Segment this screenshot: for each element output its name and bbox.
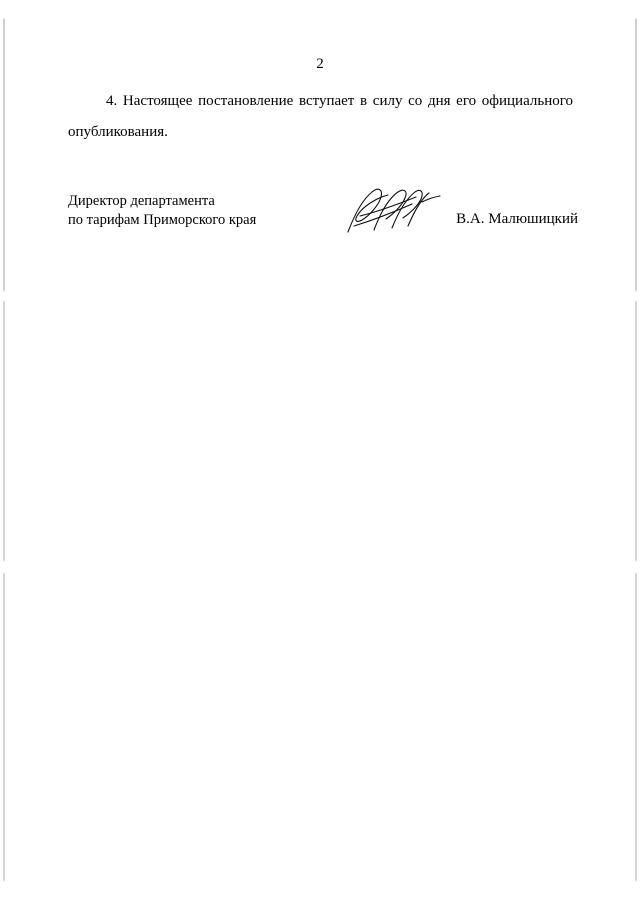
signer-role-line-1: Директор департамента xyxy=(68,193,215,209)
scan-edge-right xyxy=(635,0,637,905)
page-number: 2 xyxy=(316,56,324,72)
signature-block xyxy=(68,192,578,238)
handwritten-signature-icon xyxy=(336,186,446,238)
document-body xyxy=(68,86,573,148)
signer-role xyxy=(68,192,256,230)
scan-edge-left xyxy=(3,0,5,905)
signer-name: В.А. Малюшицкий xyxy=(456,211,578,227)
paragraph-4: 4. Настоящее постановление вступает в силу со дня его официального опубликования. xyxy=(68,93,573,140)
signer-role-line-2: по тарифам Приморского края xyxy=(68,212,257,228)
